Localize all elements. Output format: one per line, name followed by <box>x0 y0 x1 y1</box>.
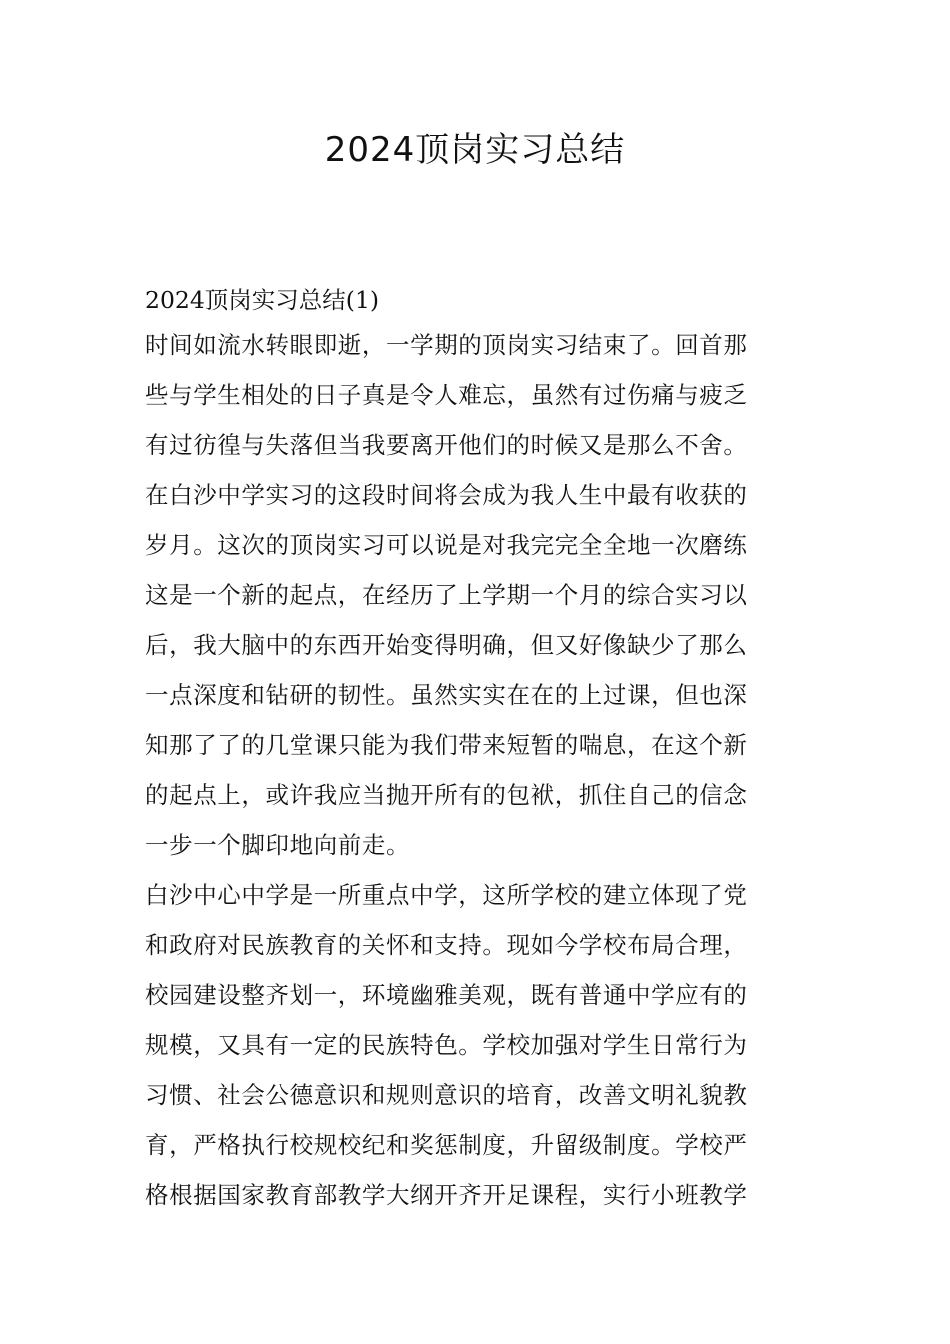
text-line: 和政府对民族教育的关怀和支持。现如今学校布局合理， <box>145 931 748 959</box>
text-line: 习惯、社会公德意识和规则意识的培育，改善文明礼貌教 <box>145 1081 748 1109</box>
text-line: 在白沙中学实习的这段时间将会成为我人生中最有收获的 <box>145 481 748 509</box>
paragraph-2 <box>145 470 815 870</box>
text-line: 些与学生相处的日子真是令人难忘，虽然有过伤痛与疲乏 <box>145 381 748 409</box>
document-title: 2024顶岗实习总结 <box>324 130 626 170</box>
text-line: 一步一个脚印地向前走。 <box>145 831 411 859</box>
text-line: 育，严格执行校规校纪和奖惩制度，升留级制度。学校严 <box>145 1131 748 1159</box>
paragraph-1 <box>145 320 815 470</box>
text-line: 时间如流水转眼即逝，一学期的顶岗实习结束了。回首那 <box>145 331 748 359</box>
text-line: 的起点上，或许我应当抛开所有的包袱，抓住自己的信念 <box>145 781 748 809</box>
section-heading: 2024顶岗实习总结(1) <box>145 286 380 314</box>
paragraph-3 <box>145 870 815 1220</box>
text-line: 知那了了的几堂课只能为我们带来短暂的喘息，在这个新 <box>145 731 748 759</box>
text-line: 规模，又具有一定的民族特色。学校加强对学生日常行为 <box>145 1031 748 1059</box>
document-body <box>145 280 815 1220</box>
text-line: 后，我大脑中的东西开始变得明确，但又好像缺少了那么 <box>145 631 748 659</box>
text-line: 格根据国家教育部教学大纲开齐开足课程，实行小班教学 <box>145 1181 748 1209</box>
text-line: 有过彷徨与失落但当我要离开他们的时候又是那么不舍。 <box>145 431 748 459</box>
text-line: 白沙中心中学是一所重点中学，这所学校的建立体现了党 <box>145 881 748 909</box>
text-line: 这是一个新的起点，在经历了上学期一个月的综合实习以 <box>145 581 748 609</box>
text-line: 校园建设整齐划一，环境幽雅美观，既有普通中学应有的 <box>145 981 748 1009</box>
text-line: 一点深度和钻研的韧性。虽然实实在在的上过课，但也深 <box>145 681 748 709</box>
text-line: 岁月。这次的顶岗实习可以说是对我完完全全地一次磨练 <box>145 531 748 559</box>
